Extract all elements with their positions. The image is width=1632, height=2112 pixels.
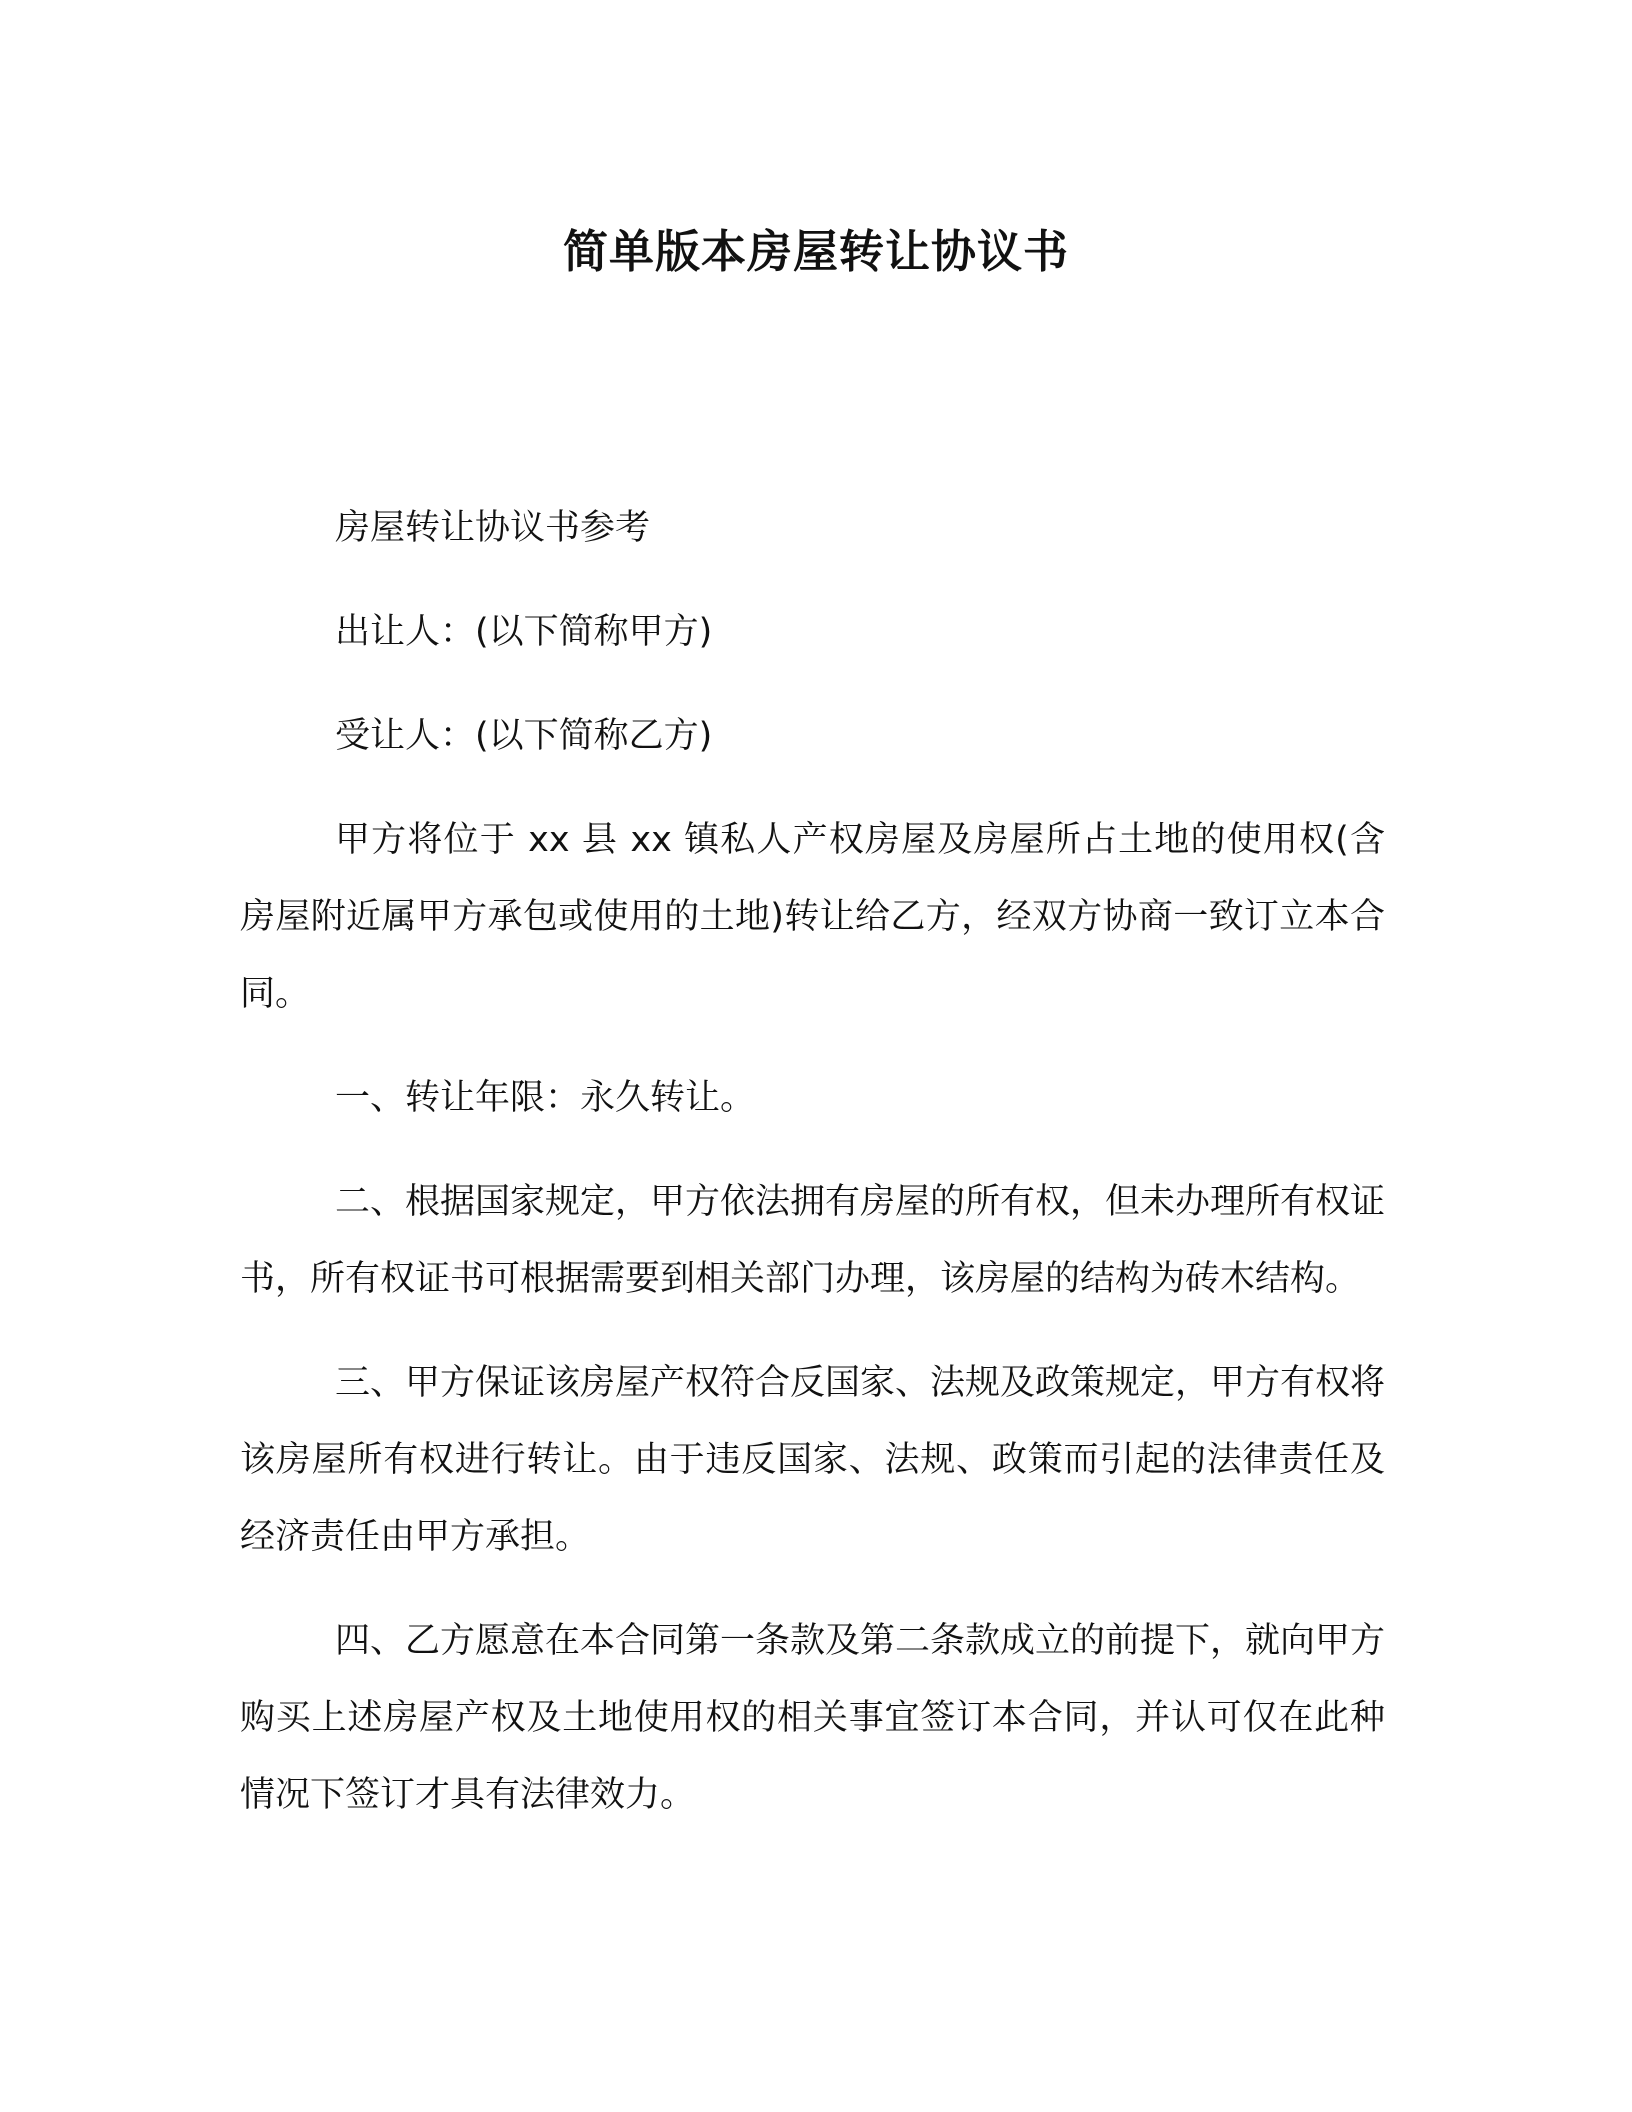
document-body (240, 490, 1385, 1834)
paragraph-transferee: 受让人：(以下简称乙方) (335, 716, 713, 756)
paragraph-clause-1: 一、转让年限：永久转让。 (335, 1078, 756, 1118)
paragraph-clause-4: 四、乙方愿意在本合同第一条款及第二条款成立的前提下，就向甲方购买上述房屋产权及土地使用权的相关事宜签订本合同，并认可仅在此种情况下签订才具有法律效力。 (240, 1621, 1386, 1815)
paragraph-reference-heading: 房屋转让协议书参考 (335, 508, 651, 548)
document-title: 简单版本房屋转让协议书 (562, 225, 1069, 278)
paragraph-transferor: 出让人：(以下简称甲方) (335, 612, 713, 652)
paragraph-clause-2: 二、根据国家规定，甲方依法拥有房屋的所有权，但未办理所有权证书，所有权证书可根据需要到相关部门办理，该房屋的结构为砖木结构。 (240, 1182, 1386, 1299)
paragraph-clause-3: 三、甲方保证该房屋产权符合反国家、法规及政策规定，甲方有权将该房屋所有权进行转让。由于违反国家、法规、政策而引起的法律责任及经济责任由甲方承担。 (240, 1363, 1386, 1557)
paragraph-intro: 甲方将位于 xx 县 xx 镇私人产权房屋及房屋所占土地的使用权(含房屋附近属甲方承包或使用的土地)转让给乙方，经双方协商一致订立本合同。 (240, 820, 1385, 1014)
